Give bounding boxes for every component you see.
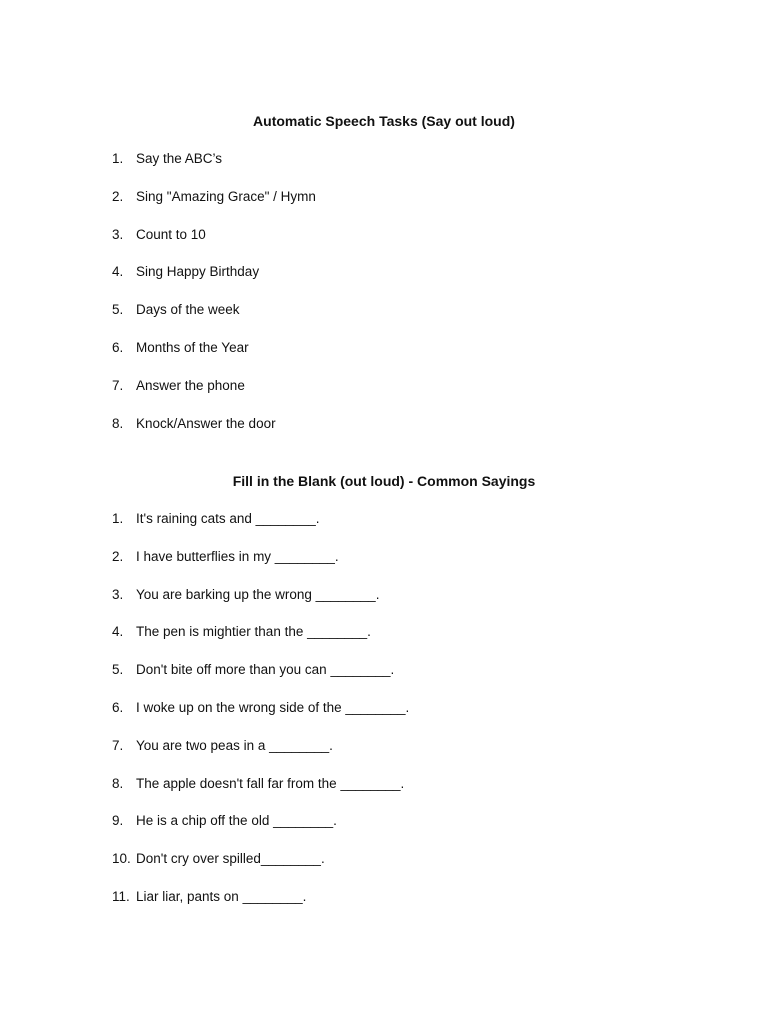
list-item-number: 2. (112, 188, 124, 204)
list-item-number: 4. (112, 264, 124, 280)
list-item-number: 5. (112, 302, 124, 318)
list-item-text: Count to 10 (136, 226, 206, 242)
list-item-number: 3. (112, 586, 124, 602)
list-item-number: 5. (112, 662, 124, 678)
list-item-number: 4. (112, 624, 124, 640)
list-item-text: Sing Happy Birthday (136, 264, 260, 280)
list-item-text: Months of the Year (136, 339, 249, 355)
list-item-text: It's raining cats and ________. (136, 511, 320, 526)
list-item-text: The pen is mightier than the ________. (136, 624, 371, 640)
list-item-text: Don't bite off more than you can ________. (136, 662, 395, 678)
list-item-text: Say the ABC’s (136, 151, 223, 166)
list-item-number: 1. (112, 151, 124, 166)
list-item-number: 7. (112, 737, 124, 753)
list-item-text: You are two peas in a ________. (136, 737, 333, 753)
list-item-number: 7. (112, 377, 124, 393)
list-item-number: 9. (112, 813, 124, 829)
list-item-number: 11. (112, 888, 130, 904)
list-item-text: Liar liar, pants on ________. (136, 888, 307, 904)
list-item-number: 3. (112, 226, 124, 242)
list-item-number: 6. (112, 339, 124, 355)
list-item-text: Don't cry over spilled________. (136, 851, 325, 867)
list-item-number: 8. (112, 775, 124, 791)
list-item-text: I woke up on the wrong side of the ________. (136, 699, 410, 715)
list-item-text: The apple doesn't fall far from the ________. (136, 775, 405, 791)
list-item-text: Sing "Amazing Grace" / Hymn (136, 188, 316, 204)
list-item-number: 1. (112, 511, 124, 526)
list-item-text: Knock/Answer the door (136, 415, 276, 431)
list-item-text: Answer the phone (136, 377, 245, 393)
list-item-text: He is a chip off the old ________. (136, 813, 337, 829)
section-title-automatic-speech: Automatic Speech Tasks (Say out loud) (253, 113, 515, 129)
list-item-number: 10. (112, 851, 131, 867)
list-item-number: 6. (112, 699, 124, 715)
list-item-number: 8. (112, 415, 124, 431)
list-item-text: You are barking up the wrong ________. (136, 586, 380, 602)
section-title-fill-in-blank: Fill in the Blank (out loud) - Common Sayings (232, 473, 536, 489)
list-item-number: 2. (112, 548, 124, 564)
list-item-text: I have butterflies in my ________. (136, 548, 339, 564)
list-item-text: Days of the week (136, 302, 240, 318)
